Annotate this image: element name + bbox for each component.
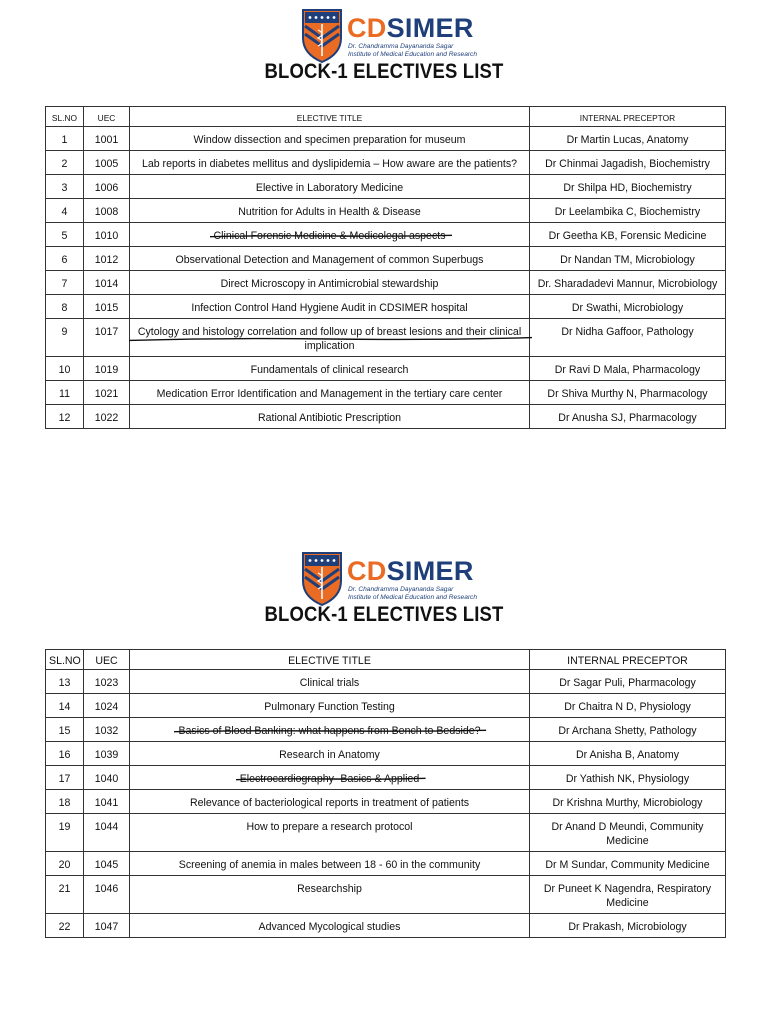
table-row xyxy=(46,319,726,357)
uec-cell: 1032 xyxy=(84,718,130,742)
table-row xyxy=(46,127,726,151)
elective-title-cell: Infection Control Hand Hygiene Audit in CDSIMER hospital xyxy=(130,295,530,319)
elective-title-cell: Fundamentals of clinical research xyxy=(130,357,530,381)
cdsimer-logo xyxy=(301,8,481,66)
preceptor-cell: Dr Martin Lucas, Anatomy xyxy=(530,127,726,151)
struck-elective-title: Electrocardiography- Basics & Applied xyxy=(240,772,420,786)
sl-no-cell: 5 xyxy=(46,223,84,247)
sl-no-cell: 7 xyxy=(46,271,84,295)
electives-section-2 xyxy=(0,543,768,933)
uec-cell: 1014 xyxy=(84,271,130,295)
uec-cell: 1046 xyxy=(84,876,130,914)
preceptor-cell: Dr Anisha B, Anatomy xyxy=(530,742,726,766)
elective-title-cell: Elective in Laboratory Medicine xyxy=(130,175,530,199)
cdsimer-logo xyxy=(301,551,481,609)
uec-cell: 1040 xyxy=(84,766,130,790)
sl-no-cell: 19 xyxy=(46,814,84,852)
elective-title-cell: Direct Microscopy in Antimicrobial stewardship xyxy=(130,271,530,295)
pen-strikethrough-mark xyxy=(129,325,532,353)
struck-elective-title: Cytology and histology correlation and follow up of breast lesions and their clinical implication xyxy=(133,325,526,353)
elective-title-cell: Lab reports in diabetes mellitus and dyslipidemia – How aware are the patients? xyxy=(130,151,530,175)
brand-name: CDSIMER xyxy=(347,13,474,43)
table-row xyxy=(46,151,726,175)
preceptor-cell: Dr Ravi D Mala, Pharmacology xyxy=(530,357,726,381)
elective-title-cell: Observational Detection and Management of common Superbugs xyxy=(130,247,530,271)
elective-title-cell: Screening of anemia in males between 18 - 60 in the community xyxy=(130,852,530,876)
header-elective-title: ELECTIVE TITLE xyxy=(130,107,530,127)
shield-emblem-icon xyxy=(301,551,343,606)
header-uec: UEC xyxy=(84,650,130,670)
elective-title-cell xyxy=(130,223,530,247)
uec-cell: 1010 xyxy=(84,223,130,247)
uec-cell: 1044 xyxy=(84,814,130,852)
brand-subtitle: Dr. Chandramma Dayananda Sagar Institute of Medical Education and Research xyxy=(348,586,478,601)
sl-no-cell: 22 xyxy=(46,914,84,938)
preceptor-cell: Dr Anand D Meundi, Community Medicine xyxy=(530,814,726,852)
table-row xyxy=(46,295,726,319)
preceptor-cell: Dr Sagar Puli, Pharmacology xyxy=(530,670,726,694)
table-row xyxy=(46,766,726,790)
pen-strikethrough-mark xyxy=(174,724,486,738)
uec-cell: 1039 xyxy=(84,742,130,766)
header-elective-title: ELECTIVE TITLE xyxy=(130,650,530,670)
table-row xyxy=(46,199,726,223)
sl-no-cell: 11 xyxy=(46,381,84,405)
shield-emblem-icon xyxy=(301,8,343,63)
header-internal-preceptor: INTERNAL PRECEPTOR xyxy=(530,107,726,127)
header-sl-no: SL.NO xyxy=(46,107,84,127)
sl-no-cell: 6 xyxy=(46,247,84,271)
preceptor-cell: Dr Yathish NK, Physiology xyxy=(530,766,726,790)
uec-cell: 1024 xyxy=(84,694,130,718)
struck-elective-title: Basics of Blood Banking: what happens from Bench to Bedside? xyxy=(178,724,480,738)
sl-no-cell: 4 xyxy=(46,199,84,223)
header-sl-no: SL.NO xyxy=(46,650,84,670)
sl-no-cell: 3 xyxy=(46,175,84,199)
sl-no-cell: 17 xyxy=(46,766,84,790)
preceptor-cell: Dr Nandan TM, Microbiology xyxy=(530,247,726,271)
uec-cell: 1015 xyxy=(84,295,130,319)
table-row xyxy=(46,271,726,295)
table-row xyxy=(46,223,726,247)
uec-cell: 1045 xyxy=(84,852,130,876)
pen-strikethrough-mark xyxy=(236,772,426,786)
section-header xyxy=(0,543,768,643)
elective-title-cell: Pulmonary Function Testing xyxy=(130,694,530,718)
uec-cell: 1021 xyxy=(84,381,130,405)
sl-no-cell: 13 xyxy=(46,670,84,694)
sl-no-cell: 15 xyxy=(46,718,84,742)
preceptor-cell: Dr Shilpa HD, Biochemistry xyxy=(530,175,726,199)
preceptor-cell: Dr Swathi, Microbiology xyxy=(530,295,726,319)
uec-cell: 1012 xyxy=(84,247,130,271)
elective-title-cell: Advanced Mycological studies xyxy=(130,914,530,938)
uec-cell: 1008 xyxy=(84,199,130,223)
preceptor-cell: Dr. Sharadadevi Mannur, Microbiology xyxy=(530,271,726,295)
sl-no-cell: 8 xyxy=(46,295,84,319)
elective-title-cell: Relevance of bacteriological reports in treatment of patients xyxy=(130,790,530,814)
sl-no-cell: 9 xyxy=(46,319,84,357)
preceptor-cell: Dr Geetha KB, Forensic Medicine xyxy=(530,223,726,247)
sl-no-cell: 21 xyxy=(46,876,84,914)
table-row xyxy=(46,814,726,852)
sl-no-cell: 14 xyxy=(46,694,84,718)
table-row xyxy=(46,876,726,914)
preceptor-cell: Dr Puneet K Nagendra, Respiratory Medicine xyxy=(530,876,726,914)
sl-no-cell: 1 xyxy=(46,127,84,151)
table-row xyxy=(46,357,726,381)
uec-cell: 1022 xyxy=(84,405,130,429)
page-title: BLOCK-1 ELECTIVES LIST xyxy=(264,60,504,83)
brand-subtitle: Dr. Chandramma Dayananda Sagar Institute of Medical Education and Research xyxy=(348,43,478,58)
preceptor-cell: Dr Nidha Gaffoor, Pathology xyxy=(530,319,726,357)
table-row xyxy=(46,670,726,694)
sl-no-cell: 10 xyxy=(46,357,84,381)
elective-title-cell: Medication Error Identification and Management in the tertiary care center xyxy=(130,381,530,405)
table-row xyxy=(46,247,726,271)
elective-title-cell: Clinical trials xyxy=(130,670,530,694)
preceptor-cell: Dr Shiva Murthy N, Pharmacology xyxy=(530,381,726,405)
sl-no-cell: 18 xyxy=(46,790,84,814)
table-header-row xyxy=(46,107,726,127)
uec-cell: 1019 xyxy=(84,357,130,381)
elective-title-cell xyxy=(130,319,530,357)
preceptor-cell: Dr M Sundar, Community Medicine xyxy=(530,852,726,876)
preceptor-cell: Dr Leelambika C, Biochemistry xyxy=(530,199,726,223)
elective-title-cell: Researchship xyxy=(130,876,530,914)
header-internal-preceptor: INTERNAL PRECEPTOR xyxy=(530,650,726,670)
uec-cell: 1023 xyxy=(84,670,130,694)
section-header xyxy=(0,0,768,100)
electives-table xyxy=(45,649,726,938)
preceptor-cell: Dr Anusha SJ, Pharmacology xyxy=(530,405,726,429)
table-row xyxy=(46,852,726,876)
table-row xyxy=(46,718,726,742)
elective-title-cell: Nutrition for Adults in Health & Disease xyxy=(130,199,530,223)
table-header-row xyxy=(46,650,726,670)
sl-no-cell: 12 xyxy=(46,405,84,429)
preceptor-cell: Dr Prakash, Microbiology xyxy=(530,914,726,938)
elective-title-cell: Rational Antibiotic Prescription xyxy=(130,405,530,429)
preceptor-cell: Dr Krishna Murthy, Microbiology xyxy=(530,790,726,814)
electives-table xyxy=(45,106,726,429)
table-row xyxy=(46,405,726,429)
table-row xyxy=(46,914,726,938)
uec-cell: 1006 xyxy=(84,175,130,199)
sl-no-cell: 20 xyxy=(46,852,84,876)
table-row xyxy=(46,175,726,199)
table-row xyxy=(46,742,726,766)
table-row xyxy=(46,694,726,718)
uec-cell: 1041 xyxy=(84,790,130,814)
elective-title-cell xyxy=(130,766,530,790)
uec-cell: 1001 xyxy=(84,127,130,151)
pen-strikethrough-mark xyxy=(210,229,452,243)
elective-title-cell xyxy=(130,718,530,742)
elective-title-cell: Research in Anatomy xyxy=(130,742,530,766)
sl-no-cell: 2 xyxy=(46,151,84,175)
preceptor-cell: Dr Archana Shetty, Pathology xyxy=(530,718,726,742)
table-row xyxy=(46,790,726,814)
preceptor-cell: Dr Chaitra N D, Physiology xyxy=(530,694,726,718)
brand-name: CDSIMER xyxy=(347,556,474,586)
electives-section-1 xyxy=(0,0,768,424)
uec-cell: 1005 xyxy=(84,151,130,175)
elective-title-cell: How to prepare a research protocol xyxy=(130,814,530,852)
uec-cell: 1047 xyxy=(84,914,130,938)
struck-elective-title: Clinical Forensic Medicine & Medicolegal aspects xyxy=(214,229,446,243)
uec-cell: 1017 xyxy=(84,319,130,357)
table-row xyxy=(46,381,726,405)
preceptor-cell: Dr Chinmai Jagadish, Biochemistry xyxy=(530,151,726,175)
header-uec: UEC xyxy=(84,107,130,127)
page-title: BLOCK-1 ELECTIVES LIST xyxy=(264,603,504,626)
sl-no-cell: 16 xyxy=(46,742,84,766)
elective-title-cell: Window dissection and specimen preparation for museum xyxy=(130,127,530,151)
